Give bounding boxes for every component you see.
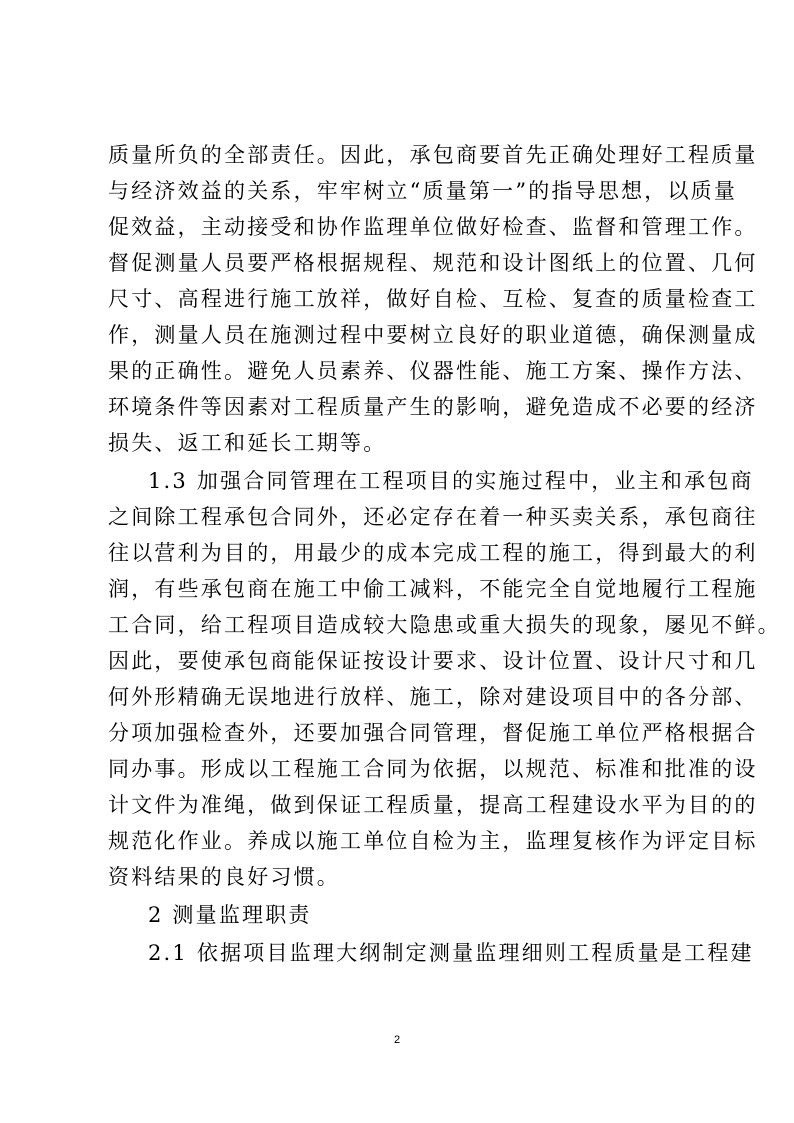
- body-text-line: 尺寸、高程进行施工放祥，做好自检、互检、复查的质量检查工: [108, 287, 758, 311]
- body-text-line: 润，有些承包商在施工中偷工减料，不能完全自觉地履行工程施: [108, 577, 758, 601]
- body-text-line: 果的正确性。避免人员素养、仪器性能、施工方案、操作方法、: [108, 359, 758, 383]
- body-text-line: 环境条件等因素对工程质量产生的影响，避免造成不必要的经济: [108, 395, 758, 419]
- body-text-line: 工合同，给工程项目造成较大隐患或重大损失的现象，屡见不鲜。: [108, 613, 781, 637]
- body-text-line: 资料结果的良好习惯。: [108, 865, 340, 889]
- body-text-line: 同办事。形成以工程施工合同为依据，以规范、标准和批准的设: [108, 757, 758, 781]
- body-text-line: 与经济效益的关系，牢牢树立“质量第一”的指导思想，以质量: [108, 179, 738, 203]
- subsection-first-line: 2.1 依据项目监理大纲制定测量监理细则工程质量是工程建: [148, 941, 754, 965]
- body-text-line: 作，测量人员在施测过程中要树立良好的职业道德，确保测量成: [108, 323, 758, 347]
- body-text-line: 分项加强检查外，还要加强合同管理，督促施工单位严格根据合: [108, 721, 758, 745]
- body-text-line: 之间除工程承包合同外，还必定存在着一种买卖关系，承包商往: [108, 505, 758, 529]
- body-text-line: 督促测量人员要严格根据规程、规范和设计图纸上的位置、几何: [108, 251, 758, 275]
- body-text-line: 因此，要使承包商能保证按设计要求、设计位置、设计尺寸和几: [108, 649, 758, 673]
- paragraph-first-line: 1.3 加强合同管理在工程项目的实施过程中，业主和承包商: [148, 469, 754, 493]
- body-text-line: 损失、返工和延长工期等。: [108, 431, 387, 455]
- body-text-line: 何外形精确无误地进行放样、施工，除对建设项目中的各分部、: [108, 685, 758, 709]
- body-text-line: 往以营利为目的，用最少的成本完成工程的施工，得到最大的利: [108, 541, 758, 565]
- section-heading: 2 测量监理职责: [148, 903, 312, 927]
- body-text-line: 规范化作业。养成以施工单位自检为主，监理复核作为评定目标: [108, 829, 758, 853]
- body-text-line: 促效益，主动接受和协作监理单位做好检查、监督和管理工作。: [108, 215, 758, 239]
- body-text-line: 计文件为准绳，做到保证工程质量，提高工程建设水平为目的的: [108, 793, 758, 817]
- page-number: 2: [393, 1034, 401, 1046]
- body-text-line: 质量所负的全部责任。因此，承包商要首先正确处理好工程质量: [108, 143, 758, 167]
